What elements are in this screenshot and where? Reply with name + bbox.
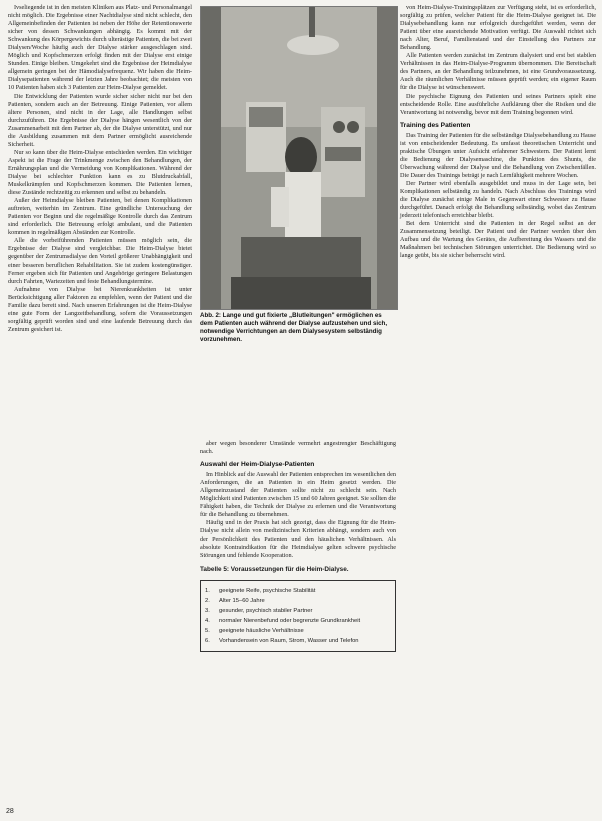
row-text: geeignete Reife, psychische Stabilität: [219, 587, 316, 594]
section-heading: Auswahl der Heim-Dialyse-Patienten: [200, 461, 315, 469]
row-text: Vorhandensein von Raum, Strom, Wasser und Telefon: [219, 637, 359, 644]
column-left: [8, 4, 192, 334]
paragraph: von Heim-Dialyse-Trainingsplätzen zur Verfügung steht, ist es erforderlich, sorgfältig zu prüfen, welcher Patient für die Heim-Dialyse geeignet ist. Die Dialysebehandlung kann nur erfolgreich durchgeführt werden, wenn der Patient über eine ausreichende Motivation verfügt. Die Auswahl richtet sich nach Alter, Beruf, Familienstand und der Einstellung des Partners zur Behandlung.: [400, 4, 596, 52]
paragraph: aber wegen besonderer Umstände vermehrt angestrengter Beschäftigung nach.: [200, 440, 396, 456]
section-heading: Training des Patienten: [400, 121, 471, 129]
row-number: 3.: [205, 607, 210, 614]
page-number: 28: [6, 808, 14, 815]
paragraph: Nur so kann über die Heim-Dialyse entschieden werden. Ein wichtiger Aspekt ist die Frage der Trinkmenge zwischen den Behandlungen, der Ernährungsplan und die Vermeidung von Komplikationen. Während der Dialyse bei schlechter Funktion kann es zu Blutdruckabfall, Muskelkrämpfen und Kopfschmerzen kommen. Die Patienten lernen, diese Zustände rechtzeitig zu erkennen und selbst zu behandeln.: [8, 148, 192, 197]
paragraph: Ivseliegende ist in den meisten Kliniken aus Platz- und Personalmangel nicht möglich. Die Ergebnisse einer Nachtdialyse sind nicht schlecht, den Allgemeinbefinden der Patienten ist neben der Höhe der Retentionswerte sicher von dessen Schwankungen abhängig. Es kommt mit der Schwankung des Körpergewichts durch ulterästige Patienten, die bei zwei Dialysen/Woche häufig auch der Dialyse stärker ausgeschlagen sind. Möglich und Kopfschmerzen erfolgt finden mit der Dialyse erst einige Stunden. Einige bleiben. Umgekehrt sind die Ergebnisse der Heimdialyse allgemein geringen bei der Hämodialysefrequenz. Wir haben die Heim-Dialysepatienten während der letzten Jahre beobachtet; die meisten von 10 Patienten haben sich 3 Patienten zur Heim-Dialyse gemeldet.: [8, 4, 192, 92]
row-number: 5.: [205, 627, 210, 634]
paragraph: Im Hinblick auf die Auswahl der Patienten entsprechen im wesentlichen den Anforderungen, die an Patienten in ein Heim gesetzt werden. Die Allgemeinzustand der Patienten sollte nicht zu schlecht sein. Nach Möglichkeit sind Patienten zwischen 15 und 60 Jahren geeignet. Sie sollten die Fähigkeit haben, die Technik der Dialyse zu erlernen und die Verantwortung für die Behandlung zu übernehmen.: [200, 471, 396, 519]
requirements-table: [200, 580, 396, 652]
row-number: 4.: [205, 617, 210, 624]
paragraph: Bei dem Unterricht sind die Patienten in der Regel selbst an der Zusammensetzung beteiligt. Der Patient und der Partner werden über den Aufbau und die Wartung des Gerätes, die Aufbereitung des Wassers und die Maßnahmen bei technischen Störungen unterrichtet. Die Bedienung wird so lange geübt, bis sie sicher beherrscht wird.: [400, 220, 596, 260]
table-title: Tabelle 5: Voraussetzungen für die Heim-Dialyse.: [200, 565, 349, 573]
paragraph: Das Training der Patienten für die selbständige Dialysebehandlung zu Hause ist von entscheidender Bedeutung. Es umfasst theoretischen Unterricht und praktische Übungen unter Aufsicht erfahrener Schwestern. Der Patient lernt die Bedienung der Dialysemaschine, die Punktion des Shunts, die Überwachung während der Dialyse und die Behandlung von Zwischenfällen. Die Dauer des Trainings beträgt je nach Lernfähigkeit mehrere Wochen.: [400, 131, 596, 179]
column-right: [400, 4, 596, 260]
table-row: [205, 597, 391, 605]
table-row: [205, 637, 391, 645]
row-number: 6.: [205, 637, 210, 644]
paragraph: Die Entwicklung der Patienten wurde sicher sicher nicht nur bei den Patienten, sondern auch an der Betreuung. Einige Patienten, vor allem ältere Personen, sind nicht in der Lage, alle Handlungen selbst durchzuführen. Die Ergebnisse der Dialyse hängen wesentlich von der Zusammenarbeit mit dem Partner ab, der die Dialyse unterstützt, und nur die Ausbildung zusammen mit dem Partner ermöglicht ausreichende Sicherheit.: [8, 92, 192, 148]
paragraph: Häufig und in der Praxis hat sich gezeigt, dass die Eignung für die Heim-Dialyse nicht allein von medizinischen Kriterien abhängt, sondern auch von der Persönlichkeit des Patienten und den häuslichen Verhältnissen. Als absolute Kontraindikation für die Heimdialyse gelten schwere psychische Störungen und fehlende Kooperation.: [200, 519, 396, 559]
paragraph: Alle Patienten werden zunächst im Zentrum dialysiert und erst bei stabilen Verhältnissen in das Heim-Dialyse-Programm übernommen. Die Bereitschaft des Partners, an der Behandlung teilzunehmen, ist eine Grundvoraussetzung. Auch die räumlichen Verhältnisse müssen geprüft werden; ein eigener Raum für die Dialyse ist wünschenswert.: [400, 52, 596, 92]
paragraph: Außer der Heimdialyse bleiben Patienten, bei denen Komplikationen auftreten, weiterhin im Zentrum. Eine gründliche Untersuchung der Patienten vor Beginn und die regelmäßige Kontrolle durch das Zentrum sind erforderlich. Die Betreuung erfolgt ambulant, und die Patienten kommen in regelmäßigen Abständen zur Kontrolle.: [8, 197, 192, 237]
table-row: [205, 587, 391, 595]
table-row: [205, 617, 391, 625]
paragraph: Alle die vorbeiführenden Patienten müssen möglich sein, die Ergebnisse der Dialyse sind vergleichbar. Die Heim-Dialyse bietet gegenüber der Zentrumsdialyse den Vorteil größerer Unabhängigkeit und einer besseren beruflichen Rehabilitation. Sie ist zudem kostengünstiger. Ferner ergeben sich für Patienten und Angehörige geringere Belastungen durch Fahrten, Wartezeiten und feste Behandlungstermine.: [8, 237, 192, 285]
row-number: 1.: [205, 587, 210, 594]
paragraph: Der Partner wird ebenfalls ausgebildet und muss in der Lage sein, bei Komplikationen selbständig zu handeln. Nach Abschluss des Trainings wird die Dialyse zunächst einige Male in Gegenwart einer Schwester zu Hause durchgeführt. Danach erfolgt die Behandlung selbständig, wobei das Zentrum jederzeit telefonisch erreichbar bleibt.: [400, 179, 596, 220]
table-row: [205, 627, 391, 635]
figure-photo: [200, 6, 398, 310]
figure-caption: Abb. 2: Lange und gut fixierte „Blutleitungen" ermöglichen es dem Patienten auch während der Dialyse aufzustehen und sich, notwendige Verrichtungen an dem Dialysesystem selbständig vorzunehmen.: [200, 312, 388, 343]
row-text: Alter 15–60 Jahre: [219, 597, 265, 604]
paragraph: Aufnahme von Dialyse bei Nierenkrankheiten ist unter Berücksichtigung aller Faktoren zu empfehlen, wenn der Patient und die Familie dazu bereit sind. Nach unseren Erfahrungen ist die Heim-Dialyse eine gute Form der Langzeitbehandlung, sofern die Voraussetzungen sorgfältig geprüft worden sind und eine laufende Betreuung durch das Zentrum gesichert ist.: [8, 285, 192, 333]
paragraph: Die psychische Eignung des Patienten und seines Partners spielt eine entscheidende Rolle. Eine ausführliche Aufklärung über die Risiken und die Verantwortung ist notwendig, bevor mit dem Training begonnen wird.: [400, 92, 596, 116]
row-text: normaler Nierenbefund oder begrenzte Grundkrankheit: [219, 617, 361, 624]
row-number: 2.: [205, 597, 210, 604]
row-text: geeignete häusliche Verhältnisse: [219, 627, 304, 634]
row-text: gesunder, psychisch stabiler Partner: [219, 607, 313, 614]
table-row: [205, 607, 391, 615]
dialysis-photo-image: [201, 7, 397, 309]
column-middle: [200, 440, 396, 652]
